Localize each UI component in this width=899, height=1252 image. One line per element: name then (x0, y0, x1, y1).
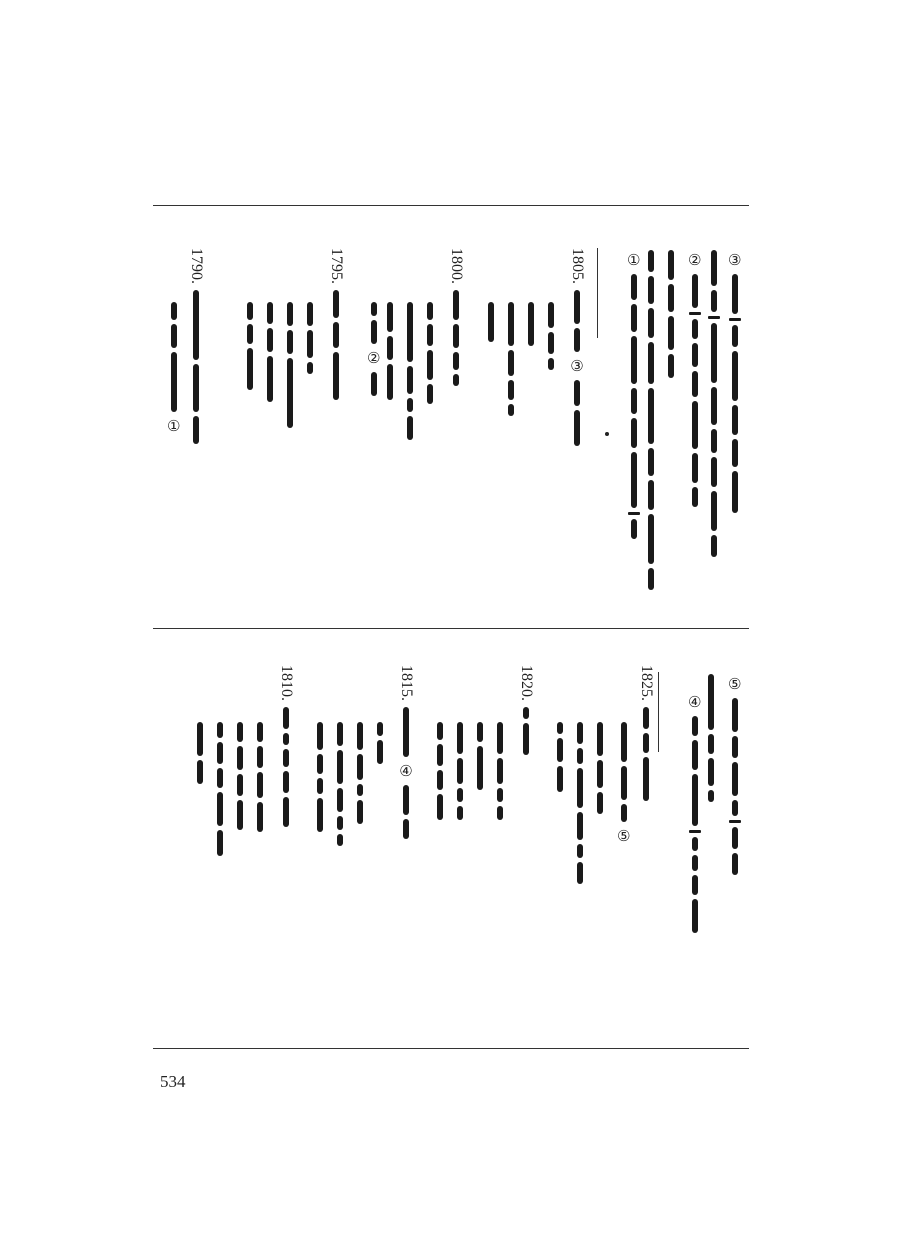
verse-column-1800 (447, 248, 465, 388)
note-marker: ④ (688, 693, 702, 711)
verse-column (427, 300, 433, 406)
note-marker: ② (688, 251, 702, 269)
footnote-column-5b (708, 672, 714, 804)
verse-column (477, 720, 483, 792)
verse-column (267, 300, 273, 404)
verse-column-1795 (327, 248, 345, 402)
verse-column (528, 300, 534, 348)
verse-column (237, 720, 243, 832)
middle-rule (153, 628, 749, 629)
verse-column (597, 720, 603, 816)
verse-column (457, 720, 463, 822)
note-marker: ⑤ (728, 675, 742, 693)
inline-marker: ⑤ (617, 827, 631, 845)
verse-column (377, 720, 383, 766)
line-number: 1795. (328, 248, 345, 284)
verse-column (577, 720, 583, 886)
inline-marker: ② (367, 349, 381, 367)
line-number: 1820. (518, 665, 535, 701)
verse-column (387, 300, 393, 402)
page-number: 534 (160, 1072, 186, 1091)
verse-column-1810 (277, 665, 295, 829)
verse-column-1805 (568, 248, 586, 448)
footnote-column-5 (728, 672, 741, 877)
verse-column (497, 720, 503, 822)
verse-column (167, 300, 180, 438)
footnote-column-2c (648, 248, 654, 592)
verse-column (437, 720, 443, 822)
verse-column (197, 720, 203, 786)
verse-column (508, 300, 514, 418)
line-number: 1815. (398, 665, 415, 701)
verse-column (617, 720, 630, 848)
verse-column-1815 (397, 665, 415, 841)
footnote-column-1 (627, 248, 640, 541)
line-number: 1825. (638, 665, 655, 701)
line-number: 1810. (278, 665, 295, 701)
bottom-rule (153, 1048, 749, 1049)
verse-column-1820 (517, 665, 535, 757)
verse-column-1790 (187, 248, 205, 446)
footnote-separator (658, 672, 659, 752)
verse-column (357, 720, 363, 826)
verse-column (247, 300, 253, 392)
line-number: 1800. (448, 248, 465, 284)
footnote-column-4 (688, 690, 701, 935)
verse-column (548, 300, 554, 372)
footnote-column-2 (688, 248, 701, 509)
note-marker: ① (627, 251, 641, 269)
verse-column (337, 720, 343, 848)
line-number: 1805. (569, 248, 586, 284)
inline-marker: ④ (399, 762, 413, 780)
verse-column (407, 300, 413, 442)
footnote-column-3 (728, 248, 741, 515)
top-rule (153, 205, 749, 206)
verse-column (317, 720, 323, 834)
inline-marker: ③ (570, 357, 584, 375)
verse-column (217, 720, 223, 858)
footnote-column-3b (708, 248, 720, 559)
footnote-column-2b (668, 248, 674, 380)
verse-column (307, 300, 313, 376)
inline-marker: ① (167, 417, 181, 435)
verse-column (488, 300, 494, 344)
footnote-separator (597, 248, 598, 338)
note-marker: ③ (728, 251, 742, 269)
verse-column (257, 720, 263, 834)
verse-column (367, 300, 380, 398)
verse-column (287, 300, 293, 430)
dot-mark (605, 432, 609, 436)
verse-column-1825 (637, 665, 655, 803)
verse-column (557, 720, 563, 794)
line-number: 1790. (188, 248, 205, 284)
